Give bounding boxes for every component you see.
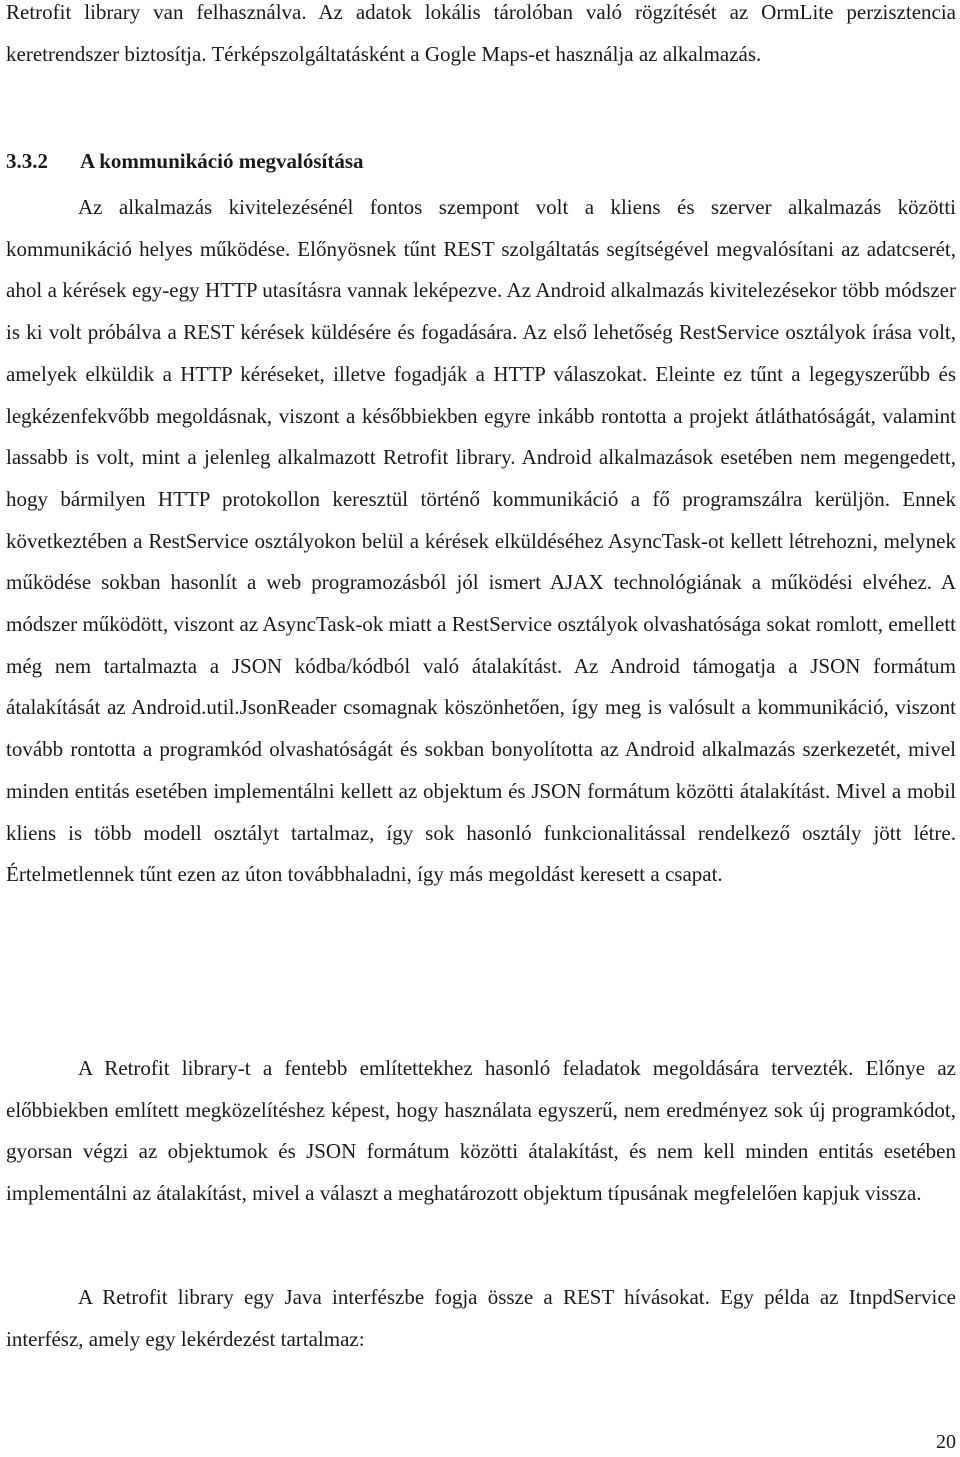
section-heading (6, 141, 956, 182)
java-paragraph: A Retrofit library egy Java interfészbe fogja össze a REST hívásokat. Egy példa az ItnpdService interfész, amely egy lekérdezést tartalmaz: (6, 1285, 956, 1351)
section-number: 3.3.2 (6, 149, 48, 173)
retrofit-paragraph: A Retrofit library-t a fentebb említettekhez hasonló feladatok megoldására tervezték. Előnye az előbbiekben említett megközelítéshez képest, hogy használata egyszerű, nem eredményez sok új programkódot, gyorsan végzi az objektumok és JSON formátum közötti átalakítást, és nem kell minden entitás esetében implementálni az átalakítást, mivel a választ a meghatározott objektum típusának megfelelően kapjuk vissza. (6, 1056, 956, 1206)
page-number: 20 (936, 1431, 956, 1453)
section-title: A kommunikáció megvalósítása (80, 149, 364, 173)
main-paragraph: Az alkalmazás kivitelezésénél fontos szempont volt a kliens és szerver alkalmazás közötti kommunikáció helyes működése. Előnyösnek tűnt REST szolgáltatás segítségével megvalósítani az adatcserét, ahol a kérések egy-egy HTTP utasításra vannak leképezve. Az Android alkalmazás kivitelezésekor több módszer is ki volt próbálva a REST kérések küldésére és fogadására. Az első lehetőség RestService osztályok írása volt, amelyek elküldik a HTTP kéréseket, illetve fogadják a HTTP válaszokat. Eleinte ez tűnt a legegyszerűbb és legkézenfekvőbb megoldásnak, viszont a későbbiekben egyre inkább rontotta a projekt átláthatóságát, valamint lassabb is volt, mint a jelenleg alkalmazott Retrofit library. Android alkalmazások esetében nem megengedett, hogy bármilyen HTTP protokollon keresztül történő kommunikáció a fő programszálra kerüljön. Ennek következtében a RestService osztályokon belül a kérések elküldéséhez AsyncTask-ot kellett létrehozni, melynek működése sokban hasonlít a web programozásból jól ismert AJAX technológiának a működési elvéhez. A módszer működött, viszont az AsyncTask-ok miatt a RestService osztályok olvashatósága sokat romlott, emellett még nem tartalmazta a JSON kódba/kódból való átalakítást. Az Android támogatja a JSON formátum átalakítását az Android.util.JsonReader csomagnak köszönhetően, így meg is valósult a kommunikáció, viszont tovább rontotta a programkód olvashatóságát és sokban bonyolította az Android alkalmazás szerkezetét, mivel minden entitás esetében implementálni kellett az objektum és JSON formátum közötti átalakítást. Mivel a mobil kliens is több modell osztályt tartalmaz, így sok hasonló funkcionalitással rendelkező osztály jött létre. Értelmetlennek tűnt ezen az úton továbbhaladni, így más megoldást keresett a csapat. (6, 195, 956, 887)
intro-paragraph: Retrofit library van felhasználva. Az adatok lokális tárolóban való rögzítését az OrmLite perzisztencia keretrendszer biztosítja. Térképszolgáltatásként a Gogle Maps-et használja az alkalmazás. (6, 0, 956, 66)
